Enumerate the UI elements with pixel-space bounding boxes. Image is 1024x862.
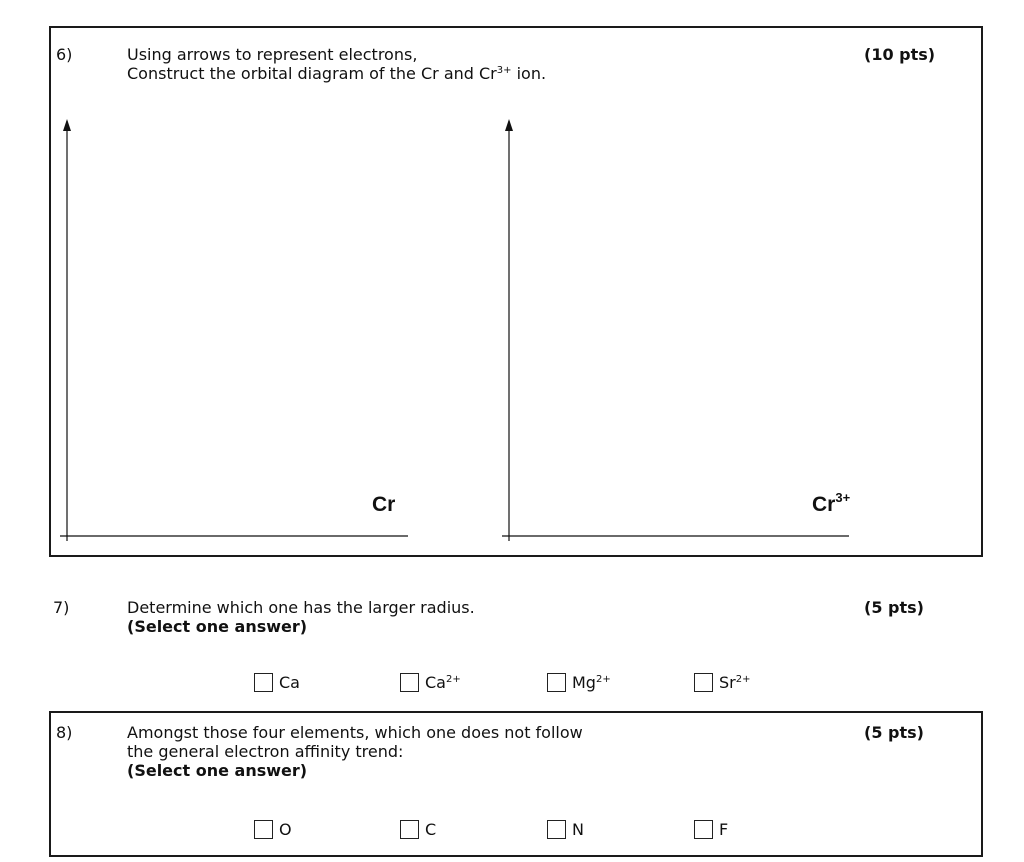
question-6-points: (10 pts) (864, 45, 936, 64)
question-6-line-1: Using arrows to represent electrons, (127, 45, 418, 64)
q8-option-n[interactable] (547, 818, 584, 840)
q7-option-ca2plus[interactable] (400, 671, 461, 693)
option-label: Ca (279, 672, 300, 692)
checkbox[interactable] (400, 673, 419, 692)
option-label: $Mg^{2+}$ (572, 672, 611, 692)
cr-label: Cr (372, 493, 396, 516)
question-8-text (127, 723, 583, 780)
checkbox[interactable] (694, 820, 713, 839)
checkbox[interactable] (254, 820, 273, 839)
cr-energy-axis (60, 119, 408, 541)
question-7-points: (5 pts) (864, 598, 924, 617)
question-7-instruction: (Select one answer) (127, 617, 308, 636)
q7-option-sr2plus[interactable] (694, 671, 750, 693)
q7-option-ca[interactable] (254, 671, 300, 693)
option-label: $Ca^{2+}$ (425, 672, 461, 692)
option-label: O (279, 819, 292, 839)
cr3-label: $Cr^{3+}$ (812, 490, 851, 516)
question-8-instruction: (Select one answer) (127, 761, 308, 780)
question-6-number: 6) (56, 45, 73, 64)
checkbox[interactable] (254, 673, 273, 692)
question-7-number: 7) (53, 598, 70, 617)
question-7-text (127, 598, 475, 636)
question-8-line-1: Amongst those four elements, which one does not follow (127, 723, 583, 742)
cr3-axis-arrowhead (505, 119, 513, 131)
q8-option-c[interactable] (400, 818, 436, 840)
cr3-energy-axis (502, 119, 849, 541)
checkbox[interactable] (694, 673, 713, 692)
cr-axis-arrowhead (63, 119, 71, 131)
q8-option-o[interactable] (254, 818, 292, 840)
question-7-prompt: Determine which one has the larger radius. (127, 598, 475, 617)
option-label: C (425, 819, 437, 839)
q8-option-f[interactable] (694, 818, 728, 840)
checkbox[interactable] (547, 820, 566, 839)
question-6-line-2: Construct the orbital diagram of the Cr and $Cr^{3+}$ ion. (127, 64, 547, 83)
checkbox[interactable] (547, 673, 566, 692)
option-label: $Sr^{2+}$ (719, 672, 751, 692)
question-8-line-2: the general electron affinity trend: (127, 742, 404, 761)
question-8-number: 8) (56, 723, 73, 742)
option-label: N (572, 819, 584, 839)
question-8-points: (5 pts) (864, 723, 924, 742)
q7-option-mg2plus[interactable] (547, 671, 611, 693)
checkbox[interactable] (400, 820, 419, 839)
option-label: F (719, 819, 729, 839)
